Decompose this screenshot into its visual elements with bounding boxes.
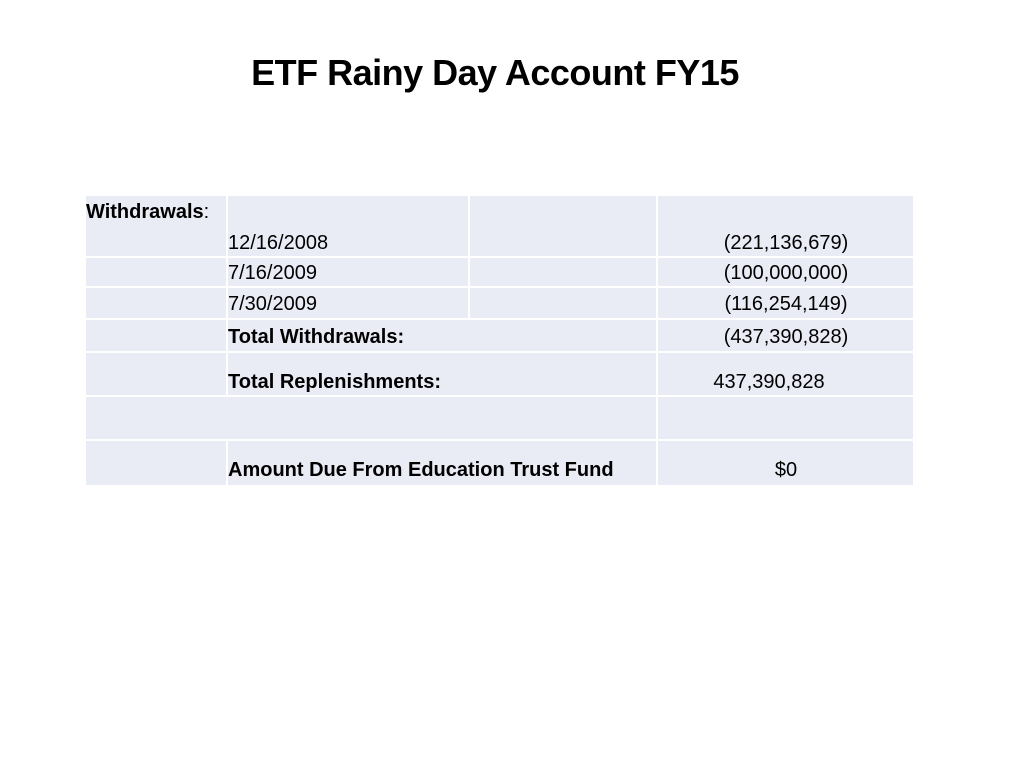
table-cell [86,288,226,318]
withdrawal-amount-1: (221,136,679) [723,232,849,254]
total-replenishments-label: Total Replenishments: [228,371,441,393]
withdrawal-amount-2: (100,000,000) [723,262,849,284]
slide-title: ETF Rainy Day Account FY15 [251,52,739,93]
table-cell [470,258,656,286]
table-cell [470,288,656,318]
total-withdrawals-label: Total Withdrawals: [228,326,405,348]
table-cell [86,397,656,439]
rainy-day-table [86,196,913,486]
table-cell [658,397,913,439]
withdrawals-section-label [86,200,209,224]
withdrawals-label: Withdrawals [86,201,204,223]
amount-due-amount: $0 [774,459,798,481]
total-withdrawals-amount: (437,390,828) [723,326,849,348]
table-cell [86,441,226,485]
amount-due-label: Amount Due From Education Trust Fund [228,459,614,481]
withdrawals-label-colon: : [203,201,210,223]
table-cell [86,320,226,351]
withdrawal-date-2: 7/16/2009 [228,262,317,284]
table-cell [86,258,226,286]
table-cell [470,196,656,256]
withdrawal-date-3: 7/30/2009 [228,293,317,315]
withdrawal-date-1: 12/16/2008 [228,232,329,254]
withdrawal-amount-3: (116,254,149) [724,293,848,315]
table-cell [86,353,226,395]
total-replenishments-amount: 437,390,828 [713,371,825,393]
